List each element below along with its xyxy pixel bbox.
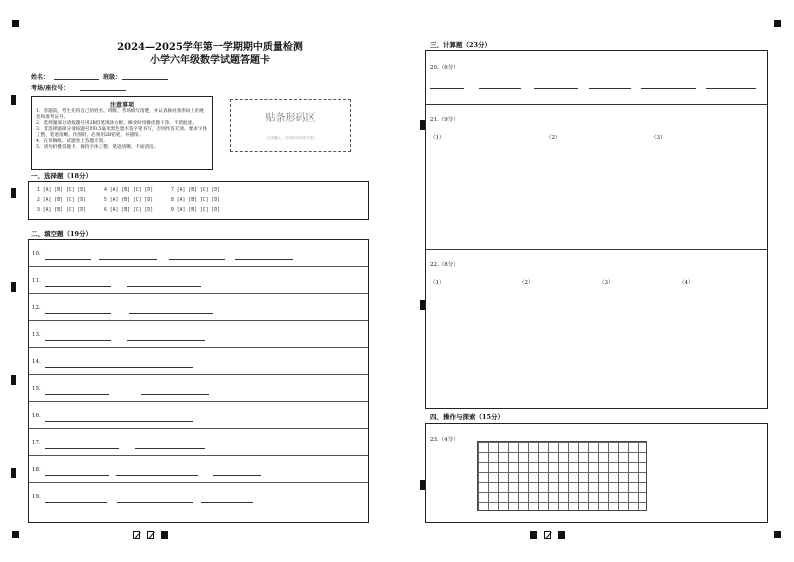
answer-blank[interactable] bbox=[45, 448, 119, 449]
class-field[interactable] bbox=[122, 79, 168, 80]
choice-box bbox=[28, 181, 369, 220]
answer-blank[interactable] bbox=[45, 367, 193, 368]
answer-blank[interactable] bbox=[430, 88, 464, 89]
choice-item[interactable]: 9 [A] [B] [C] [D] bbox=[171, 208, 221, 213]
name-field[interactable] bbox=[54, 79, 99, 80]
question-number: 19. bbox=[32, 494, 41, 500]
answer-blank[interactable] bbox=[706, 88, 756, 89]
notice-box bbox=[31, 96, 213, 170]
section3-title: 三、计算题（23分） bbox=[430, 41, 492, 49]
timing-mark bbox=[530, 531, 537, 539]
answer-blank[interactable] bbox=[129, 313, 213, 314]
registration-mark bbox=[12, 531, 19, 538]
part-label: （3） bbox=[599, 280, 614, 286]
answer-blank[interactable] bbox=[641, 88, 696, 89]
timing-mark bbox=[544, 531, 551, 539]
seat-label: 考场/座位号： bbox=[31, 85, 70, 92]
answer-blank[interactable] bbox=[135, 448, 205, 449]
part-label: （1） bbox=[430, 280, 445, 286]
question-number: 17. bbox=[32, 440, 41, 446]
answer-blank[interactable] bbox=[117, 502, 193, 503]
choice-item[interactable]: 2 [A] [B] [C] [D] bbox=[37, 198, 87, 203]
answer-blank[interactable] bbox=[127, 286, 201, 287]
choice-item[interactable]: 1 [A] [B] [C] [D] bbox=[37, 188, 87, 193]
registration-mark bbox=[12, 20, 19, 27]
exam-title: 2024—2025学年第一学期期中质量检测 bbox=[117, 42, 303, 53]
timing-mark bbox=[161, 531, 168, 539]
section4-title: 四、操作与探索（15分） bbox=[430, 413, 505, 421]
choice-item[interactable]: 6 [A] [B] [C] [D] bbox=[104, 208, 154, 213]
question-number: 20.（6分） bbox=[430, 65, 459, 71]
question-number: 22.（8分） bbox=[430, 262, 459, 268]
notice-title: 注意事项 bbox=[109, 102, 134, 109]
registration-mark bbox=[774, 20, 781, 27]
barcode-hint: （正面朝上，切勿贴出虚线方框） bbox=[264, 136, 317, 140]
notice-line: 5．请勿折叠答题卡，保持字体工整、笔迹清晰、卡面清洁。 bbox=[36, 145, 159, 150]
answer-blank[interactable] bbox=[141, 394, 209, 395]
question-number: 13. bbox=[32, 332, 41, 338]
choice-item[interactable]: 8 [A] [B] [C] [D] bbox=[171, 198, 221, 203]
seat-field[interactable] bbox=[80, 90, 126, 91]
barcode-area bbox=[230, 99, 351, 152]
part-label: （2） bbox=[519, 280, 534, 286]
answer-blank[interactable] bbox=[169, 259, 225, 260]
section2-title: 二、填空题（19分） bbox=[31, 230, 93, 238]
answer-blank[interactable] bbox=[45, 313, 111, 314]
notice-line: 2．选择题部分请按题号用2B铅笔填涂方框，修改时用橡皮擦干净，不留痕迹。 bbox=[36, 121, 197, 126]
answer-blank[interactable] bbox=[45, 502, 107, 503]
answer-blank[interactable] bbox=[201, 502, 253, 503]
notice-line: 4．在草稿纸、试题卷上答题无效。 bbox=[36, 139, 108, 144]
choice-item[interactable]: 4 [A] [B] [C] [D] bbox=[104, 188, 154, 193]
question-number: 16. bbox=[32, 413, 41, 419]
name-label: 姓名： bbox=[31, 74, 50, 81]
answer-blank[interactable] bbox=[45, 475, 109, 476]
fill-blank-box bbox=[28, 239, 369, 523]
side-mark bbox=[11, 468, 16, 478]
answer-blank[interactable] bbox=[589, 88, 631, 89]
timing-mark bbox=[133, 531, 140, 539]
question-number: 10. bbox=[32, 251, 41, 257]
answer-blank[interactable] bbox=[534, 88, 578, 89]
question-number: 23.（4分） bbox=[430, 437, 459, 443]
exam-subtitle: 小学六年级数学试题答题卡 bbox=[150, 55, 270, 66]
answer-blank[interactable] bbox=[45, 421, 193, 422]
answer-blank[interactable] bbox=[213, 475, 261, 476]
section1-title: 一、选择题（18分） bbox=[31, 172, 93, 180]
part-label: （3） bbox=[651, 135, 666, 141]
answer-blank[interactable] bbox=[235, 259, 293, 260]
question-number: 15. bbox=[32, 386, 41, 392]
choice-item[interactable]: 5 [A] [B] [C] [D] bbox=[104, 198, 154, 203]
answer-blank[interactable] bbox=[99, 259, 157, 260]
answer-blank[interactable] bbox=[116, 475, 198, 476]
question-number: 14. bbox=[32, 359, 41, 365]
drawing-grid[interactable] bbox=[477, 441, 647, 511]
barcode-label: 贴条形码区 bbox=[265, 113, 316, 124]
question-number: 11. bbox=[32, 278, 41, 284]
answer-blank[interactable] bbox=[45, 394, 109, 395]
answer-blank[interactable] bbox=[479, 88, 521, 89]
answer-blank[interactable] bbox=[45, 340, 111, 341]
calculation-box bbox=[425, 50, 768, 409]
registration-mark bbox=[774, 531, 781, 538]
choice-item[interactable]: 7 [A] [B] [C] [D] bbox=[171, 188, 221, 193]
choice-item[interactable]: 3 [A] [B] [C] [D] bbox=[37, 208, 87, 213]
class-label: 班级： bbox=[103, 74, 122, 81]
part-label: （4） bbox=[679, 280, 694, 286]
question-number: 21.（9分） bbox=[430, 117, 459, 123]
side-mark bbox=[11, 95, 16, 105]
answer-blank[interactable] bbox=[127, 340, 205, 341]
timing-mark bbox=[147, 531, 154, 539]
notice-line: 3．非选择题部分请按题号用0.5毫米黑色墨水签字笔书写，否则作答无效。要求字体工整、笔迹清晰。作图时，必须用2B铅笔，并描浓。 bbox=[36, 127, 208, 138]
question-number: 12. bbox=[32, 305, 41, 311]
timing-mark bbox=[558, 531, 565, 539]
answer-blank[interactable] bbox=[45, 259, 91, 260]
side-mark bbox=[11, 375, 16, 385]
side-mark bbox=[11, 282, 16, 292]
part-label: （2） bbox=[546, 135, 561, 141]
part-label: （1） bbox=[430, 135, 445, 141]
notice-line: 1．答题前，考生先将自己的姓名、班级、考场填写清楚，并认真核对条形码上的姓名和准考证号。 bbox=[36, 109, 205, 120]
question-number: 18. bbox=[32, 467, 41, 473]
side-mark bbox=[11, 188, 16, 198]
answer-blank[interactable] bbox=[45, 286, 111, 287]
